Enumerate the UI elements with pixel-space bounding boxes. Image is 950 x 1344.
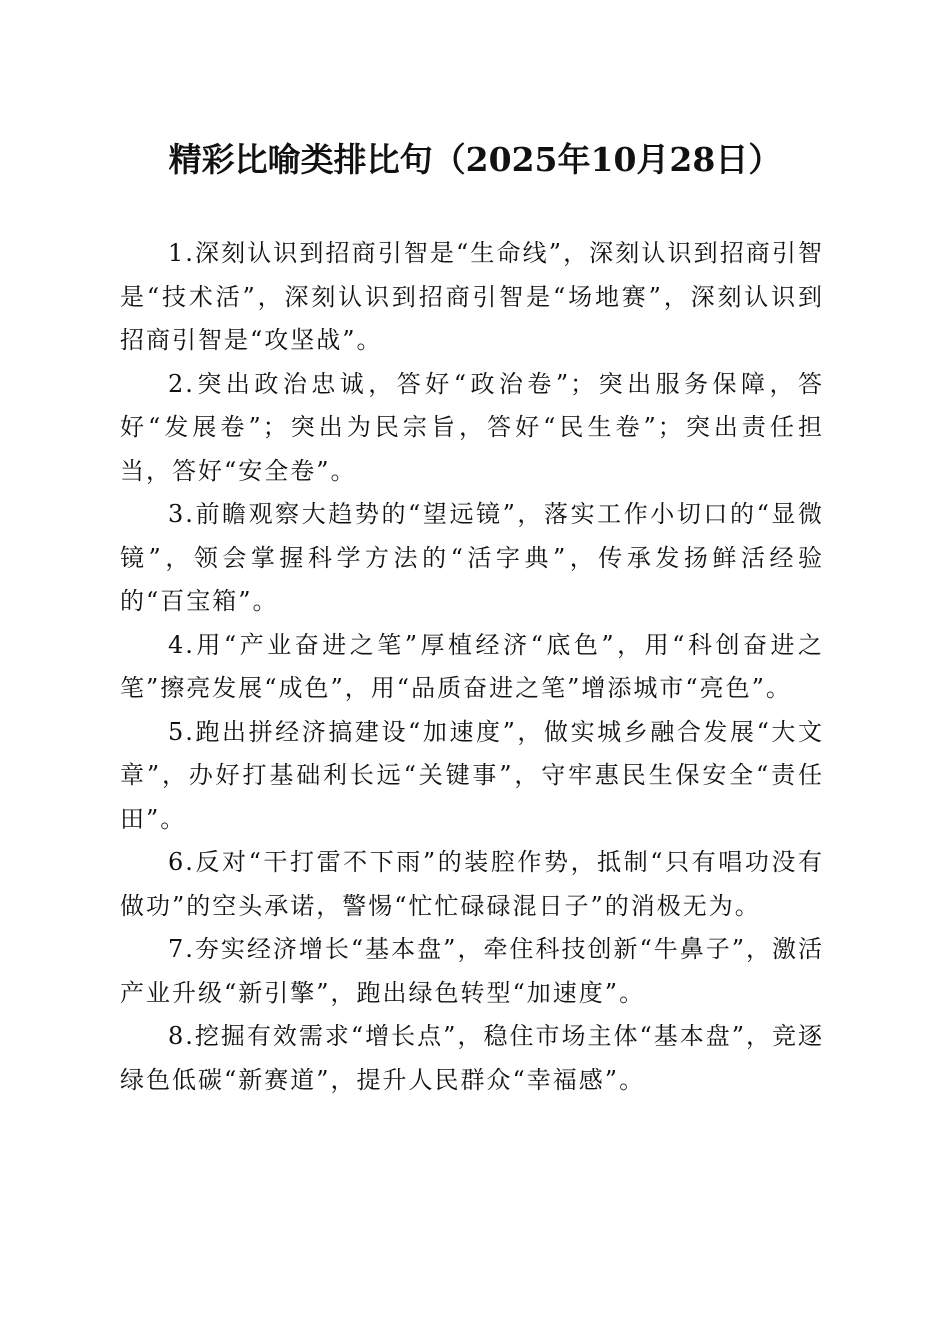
paragraph: 7.夯实经济增长“基本盘”，牵住科技创新“牛鼻子”，激活产业升级“新引擎”，跑出绿色转型“加速度”。 — [120, 935, 824, 1007]
paragraph: 1.深刻认识到招商引智是“生命线”，深刻认识到招商引智是“技术活”，深刻认识到招商引智是“场地赛”，深刻认识到招商引智是“攻坚战”。 — [120, 239, 824, 354]
paragraph: 4.用“产业奋进之笔”厚植经济“底色”，用“科创奋进之笔”擦亮发展“成色”，用“品质奋进之笔”增添城市“亮色”。 — [120, 630, 824, 702]
paragraph: 2.突出政治忠诚，答好“政治卷”；突出服务保障，答好“发展卷”；突出为民宗旨，答好“民生卷”；突出责任担当，答好“安全卷”。 — [120, 369, 824, 485]
paragraph: 6.反对“干打雷不下雨”的装腔作势，抵制“只有唱功没有做功”的空头承诺，警惕“忙忙碌碌混日子”的消极无为。 — [120, 848, 824, 920]
paragraph: 5.跑出拼经济搞建设“加速度”，做实城乡融合发展“大文章”，办好打基础利长远“关键事”，守牢惠民生保安全“责任田”。 — [120, 717, 824, 833]
paragraph: 3.前瞻观察大趋势的“望远镜”，落实工作小切口的“显微镜”，领会掌握科学方法的“活字典”，传承发扬鲜活经验的“百宝箱”。 — [120, 500, 824, 615]
paragraph: 8.挖掘有效需求“增长点”，稳住市场主体“基本盘”，竞逐绿色低碳“新赛道”，提升人民群众“幸福感”。 — [120, 1022, 824, 1094]
document-title: 精彩比喻类排比句（2025年10月28日） — [168, 140, 782, 179]
document-body — [120, 232, 824, 1102]
